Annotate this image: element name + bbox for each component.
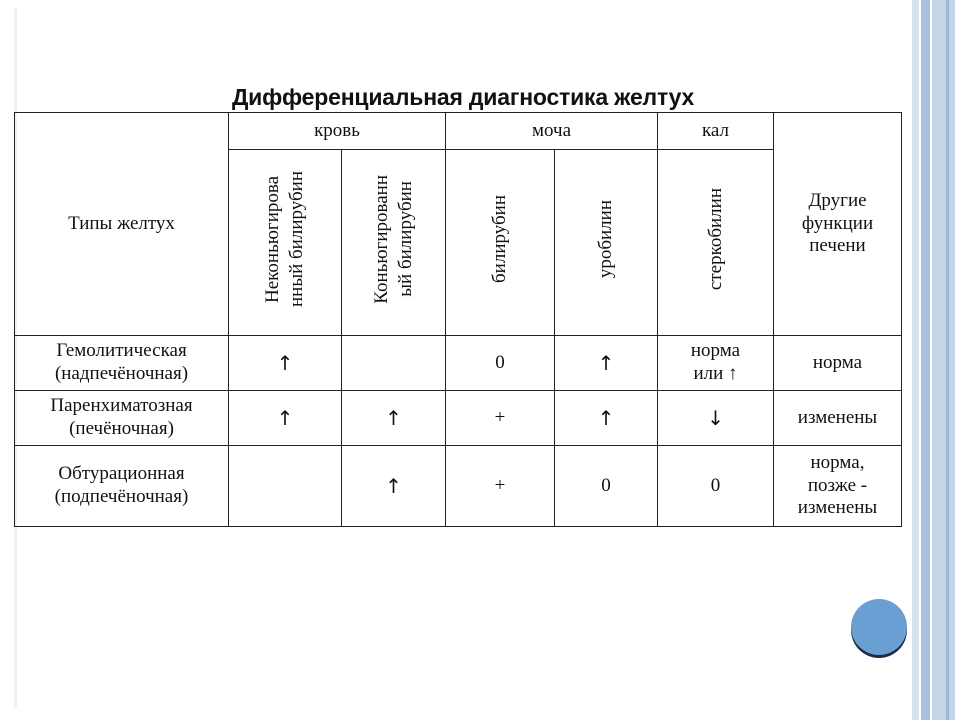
header-types: Типы желтух <box>15 113 229 336</box>
cell-conjugated: ↑ <box>342 391 446 446</box>
header-urine: моча <box>446 113 658 150</box>
cell-bilirubin: + <box>446 446 555 527</box>
header-other-functions: Другие функции печени <box>774 113 902 336</box>
header-conjugated: Коньюгированн ый билирубин <box>370 174 416 304</box>
cell-other-functions: норма <box>774 336 902 391</box>
header-urobilin: уробилин <box>595 200 617 279</box>
header-conjugated-cell <box>342 150 446 336</box>
cell-other-functions: изменены <box>774 391 902 446</box>
header-stool: кал <box>658 113 774 150</box>
cell-other-functions: норма, позже - изменены <box>774 446 902 527</box>
cell-conjugated <box>342 336 446 391</box>
header-stercobilin-cell <box>658 150 774 336</box>
cell-bilirubin: + <box>446 391 555 446</box>
border-stripe <box>932 0 955 720</box>
cell-urobilin: 0 <box>555 446 658 527</box>
border-stripe <box>921 0 930 720</box>
border-stripe <box>912 0 919 720</box>
cell-bilirubin: 0 <box>446 336 555 391</box>
slide-title: Дифференциальная диагностика желтух <box>232 84 695 110</box>
cell-stercobilin: ↓ <box>658 391 774 446</box>
row-type: Гемолитическая (надпечёночная) <box>15 336 229 391</box>
diagnosis-table <box>14 112 902 527</box>
row-type: Паренхиматозная (печёночная) <box>15 391 229 446</box>
cell-conjugated: ↑ <box>342 446 446 527</box>
header-row-groups <box>15 113 902 150</box>
table-row <box>15 391 902 446</box>
cell-urobilin: ↑ <box>555 391 658 446</box>
cell-unconjugated <box>229 446 342 527</box>
header-stercobilin: стеркобилин <box>704 188 726 291</box>
header-unconjugated: Неконьюгирова нный билирубин <box>262 171 307 308</box>
header-urobilin-cell <box>555 150 658 336</box>
cell-stercobilin: 0 <box>658 446 774 527</box>
header-blood: кровь <box>229 113 446 150</box>
cell-stercobilin: норма или ↑ <box>658 336 774 391</box>
border-stripe <box>946 0 949 720</box>
header-bilirubin-cell <box>446 150 555 336</box>
table-row <box>15 446 902 527</box>
slide-bullet-circle <box>851 599 907 655</box>
cell-unconjugated: ↑ <box>229 391 342 446</box>
header-bilirubin: билирубин <box>489 195 511 284</box>
row-type: Обтурационная (подпечёночная) <box>15 446 229 527</box>
cell-unconjugated: ↑ <box>229 336 342 391</box>
header-unconjugated-cell <box>229 150 342 336</box>
table-row <box>15 336 902 391</box>
cell-urobilin: ↑ <box>555 336 658 391</box>
